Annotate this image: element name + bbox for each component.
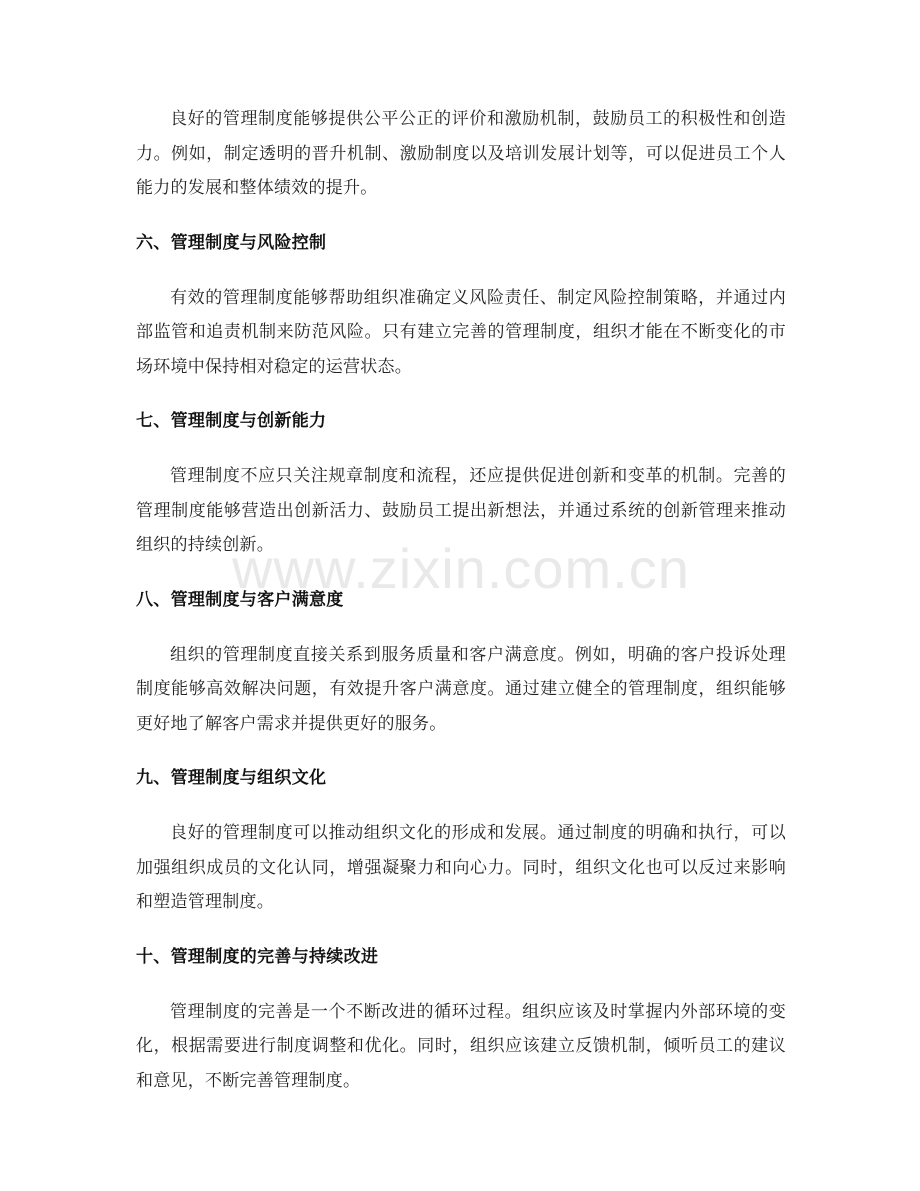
heading-section-6: 六、管理制度与风险控制 bbox=[136, 232, 327, 253]
document-body bbox=[136, 102, 786, 1098]
heading-section-8: 八、管理制度与客户满意度 bbox=[136, 589, 344, 610]
paragraph-section-10: 管理制度的完善是一个不断改进的循环过程。组织应该及时掌握内外部环境的变化，根据需要进行制度调整和优化。同时，组织应该建立反馈机制，倾听员工的建议和意见，不断完善管理制度。 bbox=[136, 1001, 786, 1091]
paragraph-section-6: 有效的管理制度能够帮助组织准确定义风险责任、制定风险控制策略，并通过内部监管和追责机制来防范风险。只有建立完善的管理制度，组织才能在不断变化的市场环境中保持相对稳定的运营状态。 bbox=[136, 287, 786, 377]
paragraph-section-9: 良好的管理制度可以推动组织文化的形成和发展。通过制度的明确和执行，可以加强组织成员的文化认同，增强凝聚力和向心力。同时，组织文化也可以反过来影响和塑造管理制度。 bbox=[136, 823, 786, 912]
heading-section-9: 九、管理制度与组织文化 bbox=[136, 768, 327, 788]
paragraph-intro: 良好的管理制度能够提供公平公正的评价和激励机制，鼓励员工的积极性和创造力。例如，制定透明的晋升机制、激励制度以及培训发展计划等，可以促进员工个人能力的发展和整体绩效的提升。 bbox=[136, 109, 786, 198]
paragraph-section-8: 组织的管理制度直接关系到服务质量和客户满意度。例如，明确的客户投诉处理制度能够高效解决问题，有效提升客户满意度。通过建立健全的管理制度，组织能够更好地了解客户需求并提供更好的服务。 bbox=[136, 644, 786, 734]
heading-section-10: 十、管理制度的完善与持续改进 bbox=[136, 946, 379, 967]
paragraph-section-7: 管理制度不应只关注规章制度和流程，还应提供促进创新和变革的机制。完善的管理制度能够营造出创新活力、鼓励员工提出新想法，并通过系统的创新管理来推动组织的持续创新。 bbox=[136, 466, 786, 555]
heading-section-7: 七、管理制度与创新能力 bbox=[136, 411, 327, 431]
watermark-text: www.zixin.com.cn bbox=[232, 537, 690, 600]
